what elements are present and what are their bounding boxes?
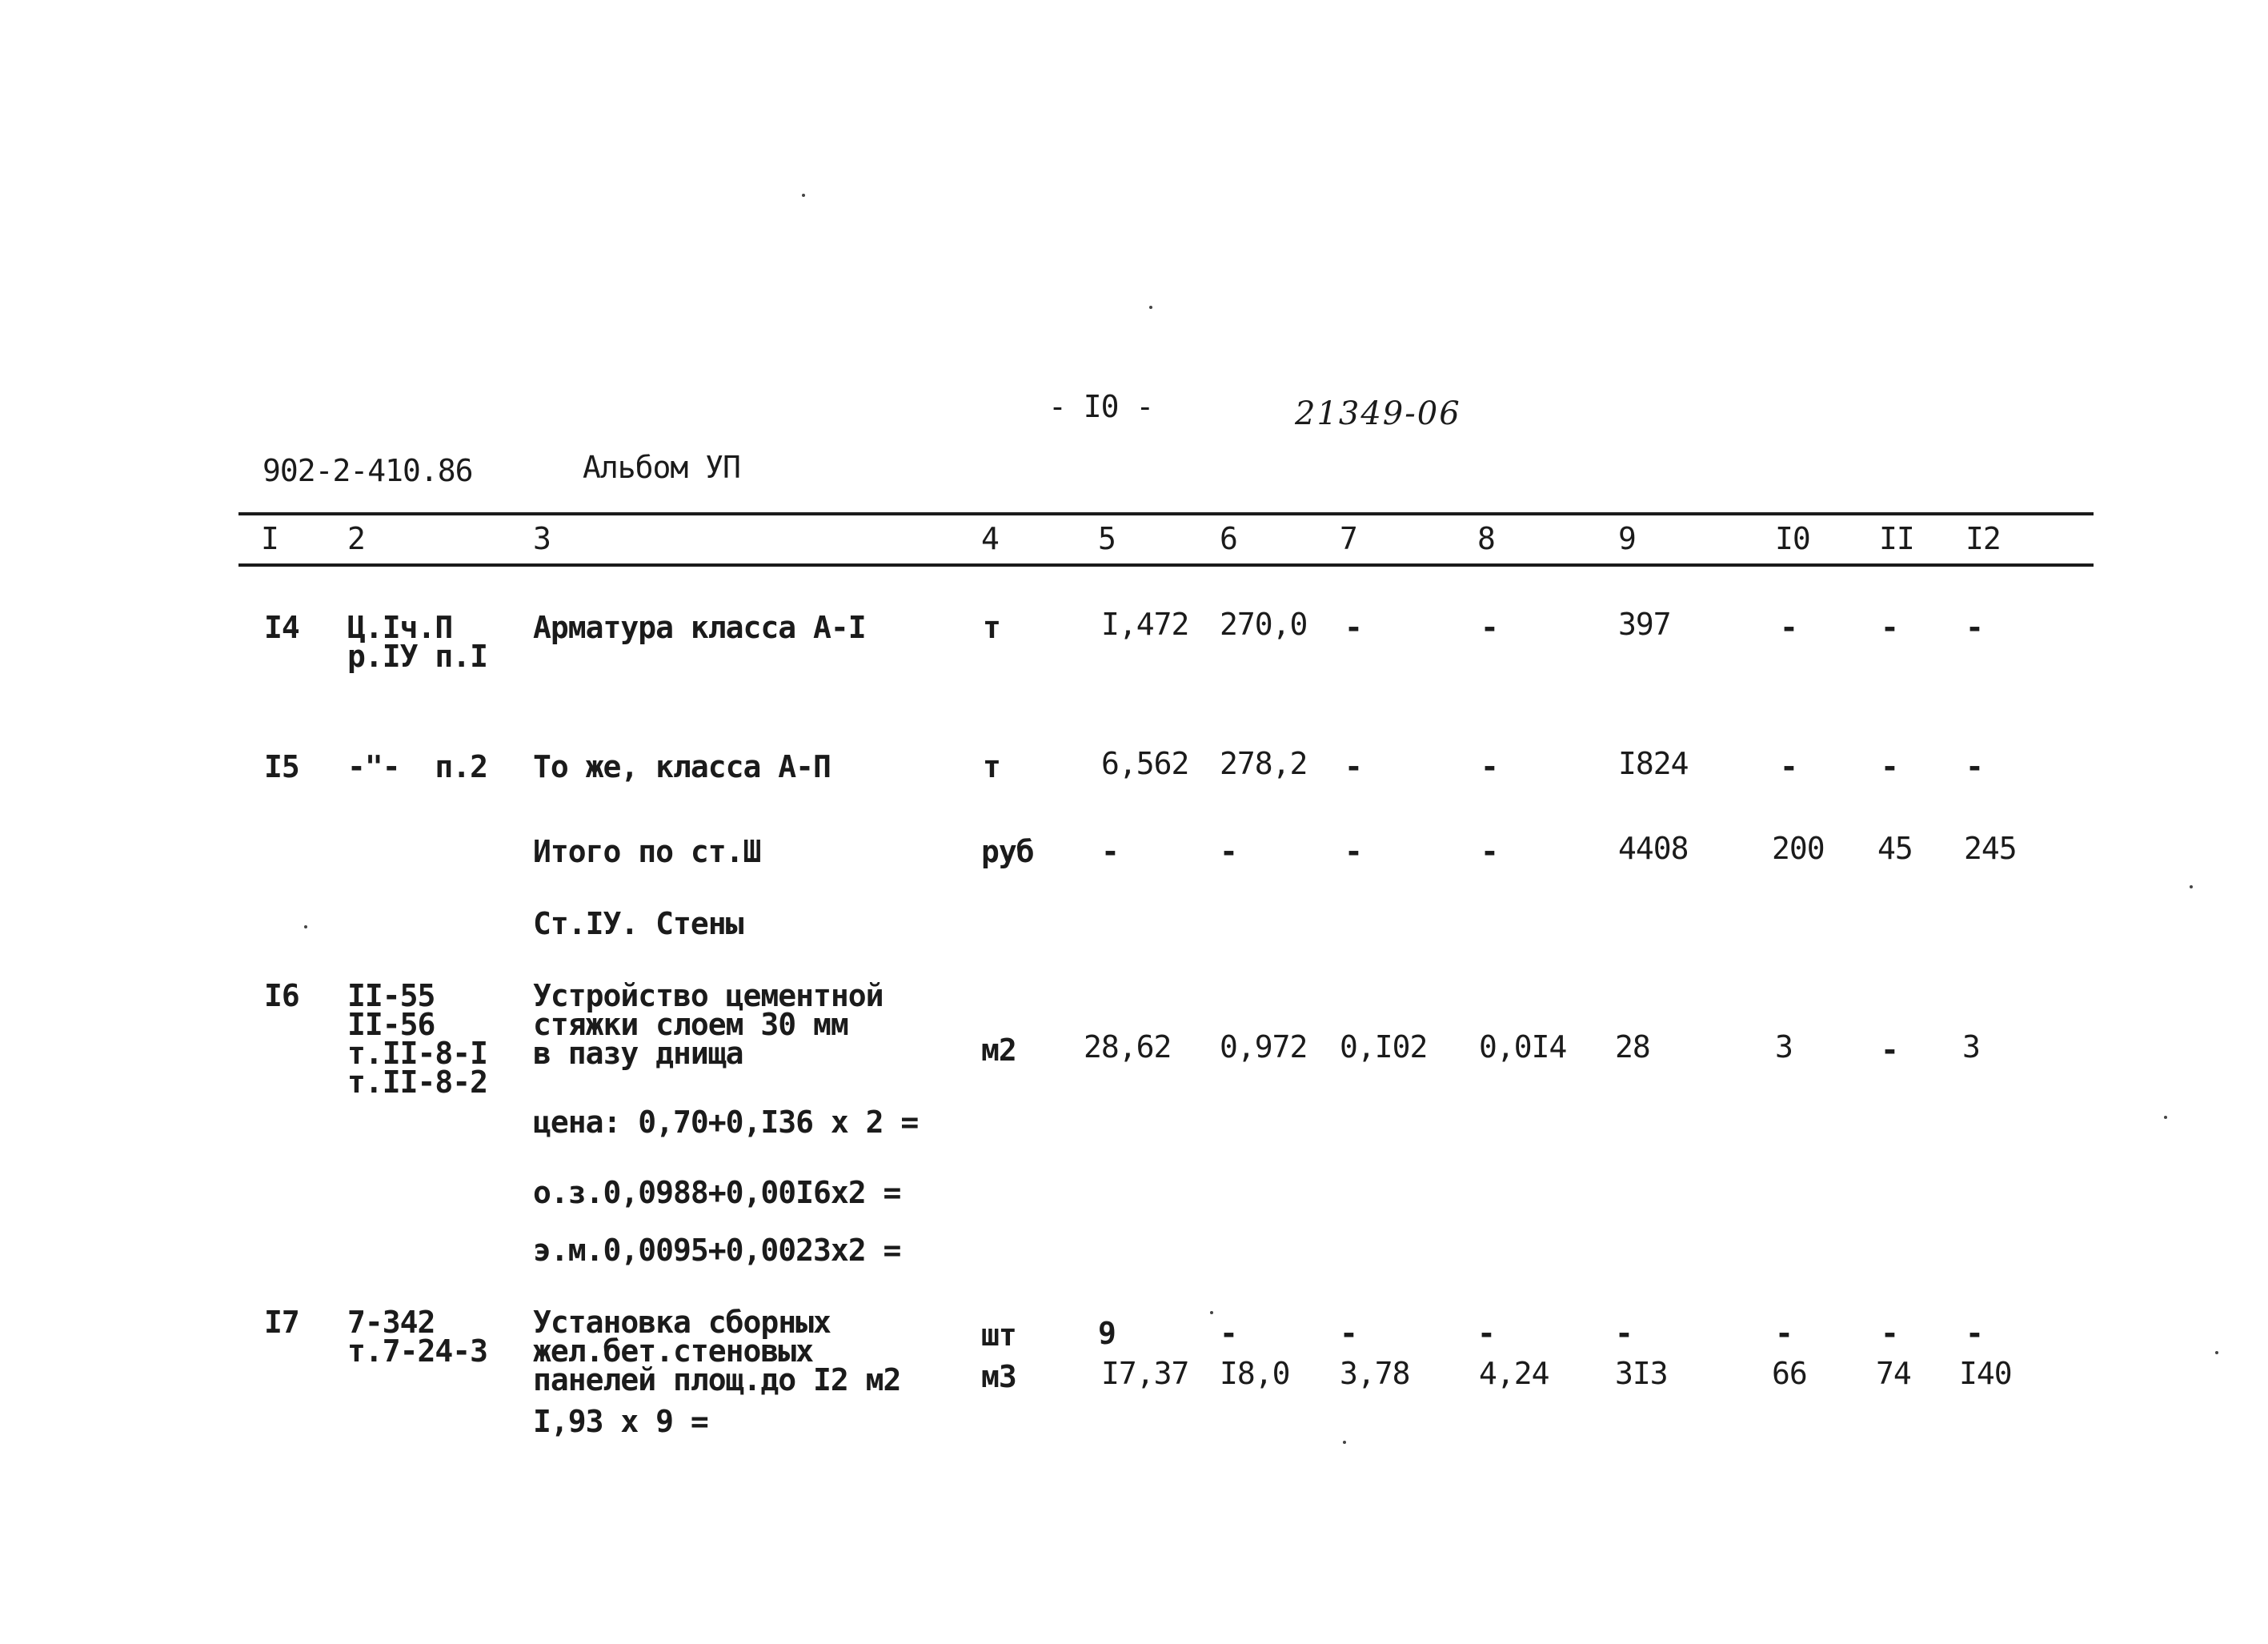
column-header: 8 [1477,521,1495,556]
handwritten-code: 21349-06 [1295,395,1461,432]
cell-5: I,472 [1101,607,1189,642]
quantity-top: 9 [1098,1316,1116,1351]
calculation-note: э.м.0,0095+0,0023х2 = [533,1233,901,1268]
project-code: 902-2-410.86 [262,453,473,488]
cell-5: - [1101,834,1119,869]
dash: - [1220,1316,1237,1351]
calculation-note: цена: 0,70+0,I36 х 2 = [533,1105,919,1140]
cell-11: - [1881,749,1898,784]
cell-9: 28 [1615,1029,1650,1065]
scan-speck [1210,1311,1213,1314]
cell-5: 28,62 [1084,1029,1172,1065]
dash: - [1965,1316,1983,1351]
column-header: 3 [533,521,551,556]
cell-8: - [1481,749,1498,784]
column-header: I [261,521,278,556]
cell-6: 270,0 [1220,607,1308,642]
table-top-rule [238,512,2094,515]
cell-6: 278,2 [1220,746,1308,781]
cell-12: 3 [1962,1029,1980,1065]
album-label: Альбом УП [583,450,740,485]
cell-6: - [1220,834,1237,869]
work-name: То же, класса А-П [533,749,831,784]
row-number: I7 [264,1305,299,1340]
unit: руб [981,834,1034,869]
norm-reference: II-55 II-56 т.II-8-I т.II-8-2 [347,978,488,1100]
cell-8: - [1481,610,1498,645]
column-header: 7 [1340,521,1357,556]
cell-6: 0,972 [1220,1029,1308,1065]
cell-8: 0,0I4 [1479,1029,1567,1065]
cell-7: - [1344,610,1362,645]
cell-8: - [1481,834,1498,869]
scan-speck [2164,1116,2167,1119]
cell-11: 45 [1877,831,1913,866]
column-header: 5 [1098,521,1116,556]
column-header: 9 [1618,521,1636,556]
cell-10: - [1780,749,1797,784]
row-number: I6 [264,978,299,1013]
dash: - [1775,1316,1793,1351]
dash: - [1340,1316,1357,1351]
cell-11: - [1881,1033,1898,1068]
scan-speck [2190,885,2193,888]
table-header-rule [238,563,2094,567]
unit: т [983,610,1000,645]
cell-12: - [1965,749,1983,784]
row-number: I5 [264,749,299,784]
unit: м2 [981,1033,1016,1068]
cell-11: - [1881,610,1898,645]
cell-10: - [1780,610,1797,645]
work-name: Устройство цементной стяжки слоем 30 мм в пазу днища [533,978,884,1071]
page-number: - I0 - [1048,389,1154,424]
row-number: I4 [264,610,299,645]
calculation-note: I,93 х 9 = [533,1404,708,1439]
cell-7: 0,I02 [1340,1029,1428,1065]
section-heading: Ст.IУ. Стены [533,906,743,941]
norm-reference: -"- п.2 [347,749,488,784]
cell-10: 3 [1775,1029,1793,1065]
cell-7: - [1344,749,1362,784]
cell-11: 74 [1876,1356,1911,1391]
subtotal-label: Итого по ст.Ш [533,834,761,869]
scan-speck [304,925,307,928]
cell-12: I40 [1959,1356,2012,1391]
column-header: 6 [1220,521,1237,556]
dash: - [1615,1316,1633,1351]
unit: т [983,749,1000,784]
dash: - [1881,1316,1898,1351]
unit: шт [981,1317,1016,1353]
unit-secondary: м3 [981,1359,1016,1394]
column-header: 2 [347,521,365,556]
cell-8: 4,24 [1479,1356,1549,1391]
cell-10: 66 [1772,1356,1807,1391]
cell-5: 6,562 [1101,746,1189,781]
norm-reference: 7-342 т.7-24-3 [347,1305,488,1369]
cell-7: 3,78 [1340,1356,1410,1391]
norm-reference: Ц.Iч.П р.IУ п.I [347,610,488,674]
cell-5: I7,37 [1101,1356,1189,1391]
scan-speck [1343,1441,1346,1444]
scan-speck [1149,306,1152,309]
cell-6: I8,0 [1220,1356,1290,1391]
dash: - [1477,1316,1495,1351]
column-header: II [1879,521,1914,556]
column-header: I0 [1775,521,1810,556]
cell-7: - [1344,834,1362,869]
cell-9: 3I3 [1615,1356,1668,1391]
cell-9: I824 [1618,746,1689,781]
scan-speck [2215,1351,2218,1354]
column-header: I2 [1965,521,2001,556]
cell-9: 4408 [1618,831,1689,866]
scan-speck [802,194,805,197]
work-name: Установка сборных жел.бет.стеновых панелей площ.до I2 м2 [533,1305,901,1397]
calculation-note: о.з.0,0988+0,00I6х2 = [533,1175,901,1210]
column-header: 4 [981,521,999,556]
work-name: Арматура класса А-I [533,610,866,645]
cell-9: 397 [1618,607,1671,642]
cell-10: 200 [1772,831,1825,866]
cell-12: 245 [1964,831,2017,866]
cell-12: - [1965,610,1983,645]
